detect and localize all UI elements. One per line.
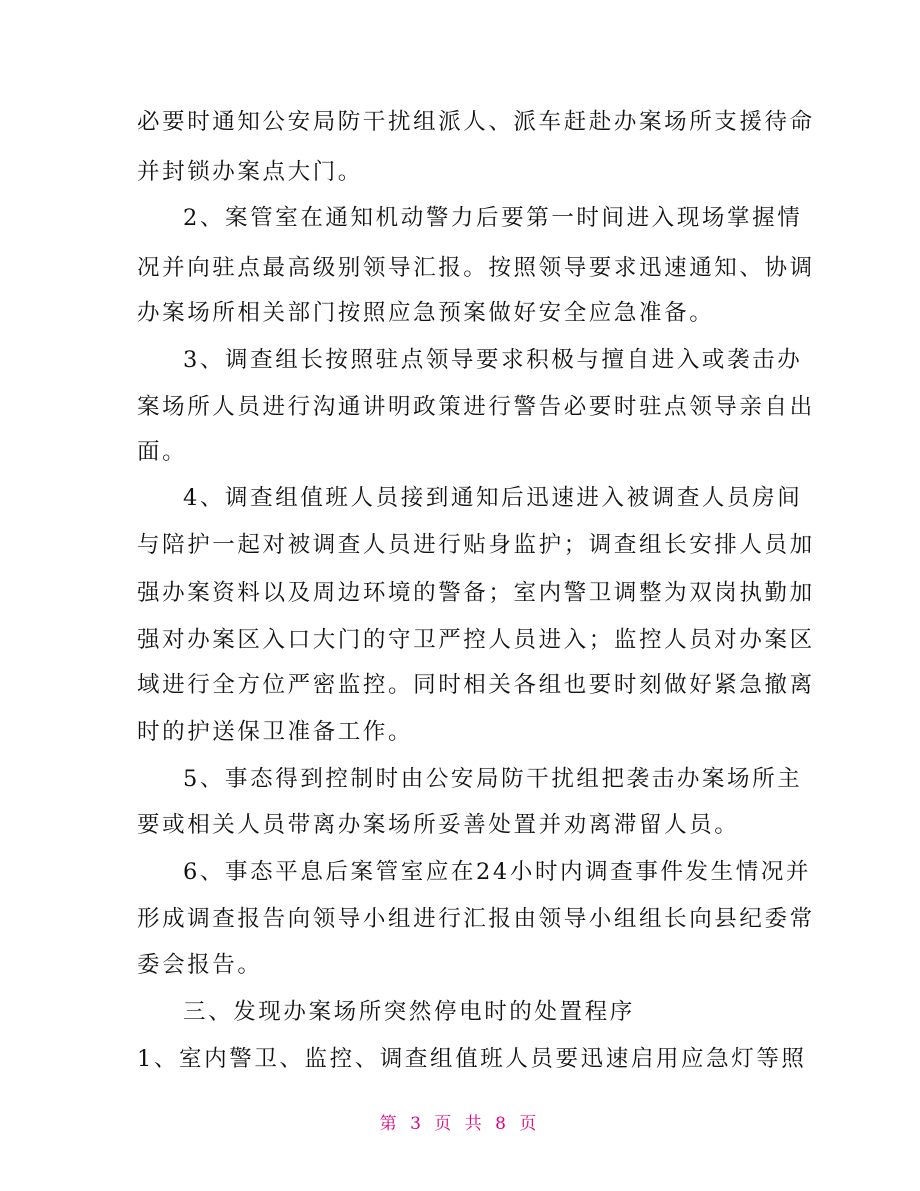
body-text-line: 与陪护一起对被调查人员进行贴身监护；调查组长安排人员加 (137, 532, 815, 558)
section-heading: 三、发现办案场所突然停电时的处置程序 (183, 999, 635, 1025)
body-text-line: 形成调查报告向领导小组进行汇报由领导小组组长向县纪委常 (137, 906, 815, 932)
body-text-line: 并封锁办案点大门。 (137, 159, 363, 185)
body-text-line: 况并向驻点最高级别领导汇报。按照领导要求迅速通知、协调 (137, 255, 815, 281)
paragraph-4-start: 4、调查组值班人员接到通知后迅速进入被调查人员房间 (183, 485, 803, 511)
paragraph-3-start: 3、调查组长按照驻点领导要求积极与擅自进入或袭击办 (183, 347, 803, 373)
body-text-line: 1、室内警卫、监控、调查组值班人员要迅速启用应急灯等照 (137, 1046, 807, 1072)
page-number-footer: 第 3 页 共 8 页 (379, 1114, 541, 1134)
body-text-line: 时的护送保卫准备工作。 (137, 719, 414, 745)
body-text-line: 强对办案区入口大门的守卫严控人员进入；监控人员对办案区 (137, 627, 815, 653)
body-text-line: 面。 (137, 439, 188, 465)
body-text-line: 案场所人员进行沟通讲明政策进行警告必要时驻点领导亲自出 (137, 394, 815, 420)
body-text-line: 必要时通知公安局防干扰组派人、派车赶赴办案场所支援待命 (137, 109, 815, 135)
body-text-line: 强办案资料以及周边环境的警备；室内警卫调整为双岗执勤加 (137, 580, 815, 606)
body-text-line: 要或相关人员带离办案场所妥善处置并劝离滞留人员。 (137, 812, 740, 838)
paragraph-2-start: 2、案管室在通知机动警力后要第一时间进入现场掌握情 (183, 205, 803, 231)
paragraph-6-start: 6、事态平息后案管室应在24小时内调查事件发生情况并 (183, 859, 812, 885)
body-text-line: 办案场所相关部门按照应急预案做好安全应急准备。 (137, 300, 715, 326)
body-text-line: 委会报告。 (137, 952, 263, 978)
body-text-line: 域进行全方位严密监控。同时相关各组也要时刻做好紧急撤离 (137, 672, 815, 698)
paragraph-5-start: 5、事态得到控制时由公安局防干扰组把袭击办案场所主 (183, 766, 803, 792)
